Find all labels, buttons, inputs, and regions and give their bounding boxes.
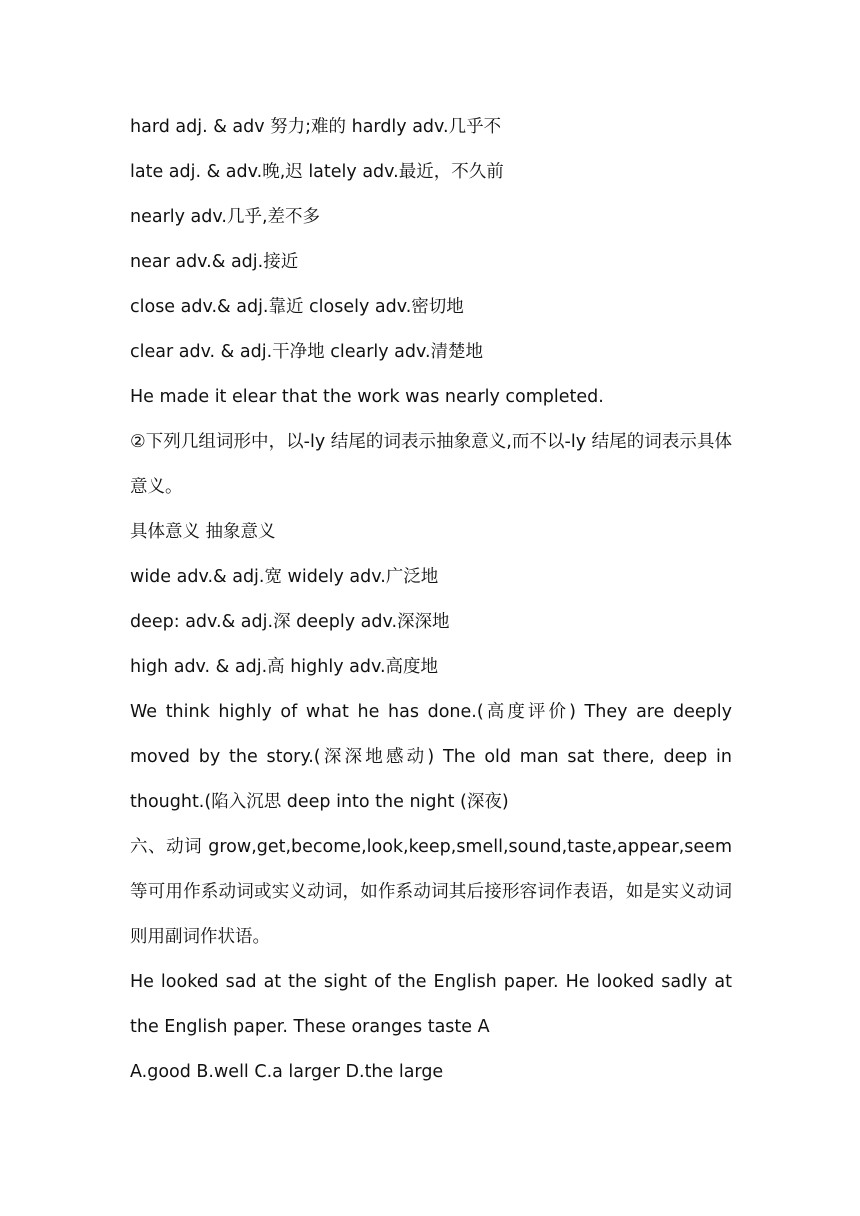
rule-paragraph-ly: ②下列几组词形中，以-ly 结尾的词表示抽象意义,而不以-ly 结尾的词表示具体意义。 — [130, 432, 732, 497]
text-line-high: high adv. & adj.高 highly adv.高度地 — [130, 657, 439, 677]
meaning-header: 具体意义 抽象意义 — [130, 522, 276, 542]
example-paragraph-looked: He looked sad at the sight of the English paper. He looked sadly at the English paper. These oranges taste A — [130, 972, 732, 1037]
text-line-wide: wide adv.& adj.宽 widely adv.广泛地 — [130, 567, 439, 587]
section-six-paragraph: 六、动词 grow,get,become,look,keep,smell,sound,taste,appear,seem 等可用作系动词或实义动词，如作系动词其后接形容词作表语，如是实义动词则用副词作状语。 — [130, 837, 732, 947]
example-sentence: He made it elear that the work was nearly completed. — [130, 387, 604, 407]
text-line-hard: hard adj. & adv 努力;难的 hardly adv.几乎不 — [130, 117, 502, 137]
text-line-late: late adj. & adv.晚,迟 lately adv.最近，不久前 — [130, 162, 504, 182]
text-line-clear: clear adv. & adj.干净地 clearly adv.清楚地 — [130, 342, 484, 362]
answer-options: A.good B.well C.a larger D.the large — [130, 1062, 444, 1082]
text-line-near: near adv.& adj.接近 — [130, 252, 299, 272]
text-line-close: close adv.& adj.靠近 closely adv.密切地 — [130, 297, 464, 317]
text-line-nearly: nearly adv.几乎,差不多 — [130, 207, 321, 227]
text-line-deep: deep: adv.& adj.深 deeply adv.深深地 — [130, 612, 450, 632]
example-paragraph: We think highly of what he has done.(高度评价) They are deeply moved by the story.(深深地感动) The old man sat there, deep in thought.(陷入沉思 deep into the night (深夜) — [130, 702, 732, 812]
document-body — [130, 105, 732, 1095]
